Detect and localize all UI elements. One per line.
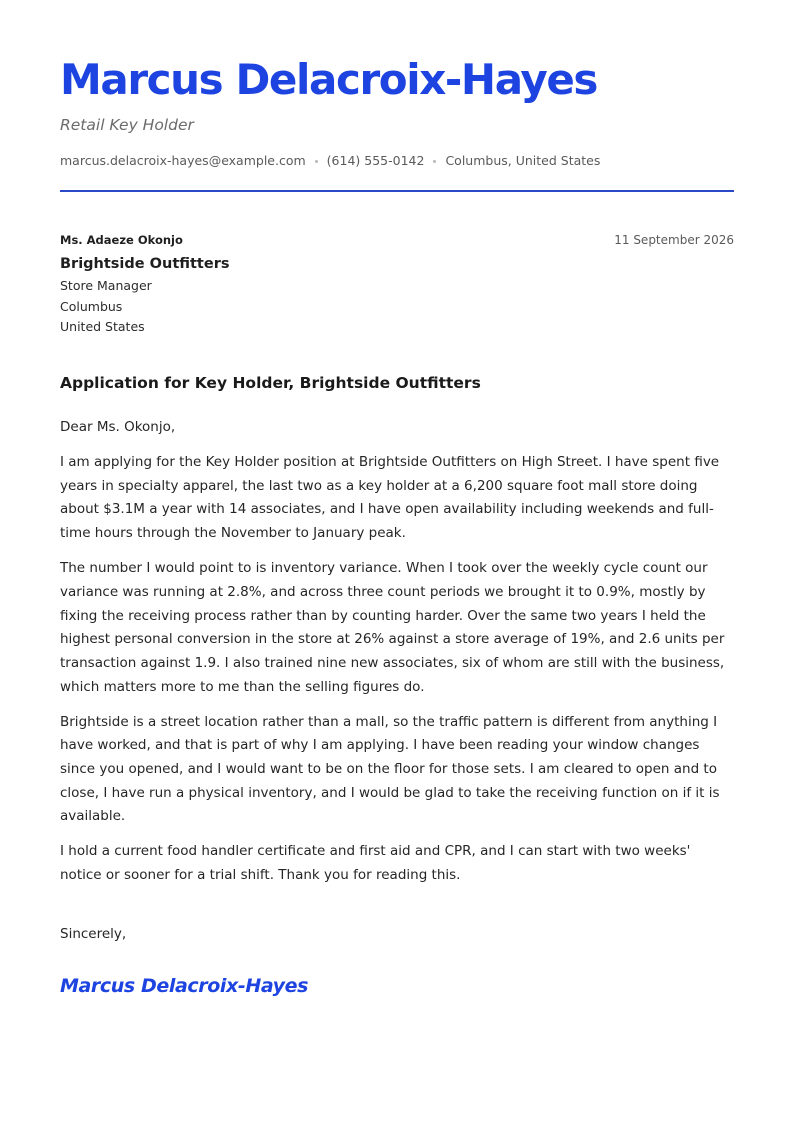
closing: Sincerely, [60, 926, 127, 942]
body-paragraph: I hold a current food handler certificate and first aid and CPR, and I can start with two weeks' notice or sooner for a trial shift. Thank you for reading this. [60, 843, 691, 884]
letter-date: 11 September 2026 [614, 233, 734, 247]
separator-dot-icon [433, 160, 436, 163]
separator-dot-icon [315, 160, 318, 163]
recipient-name: Ms. Adaeze Okonjo [60, 233, 183, 247]
signature: Marcus Delacroix-Hayes [60, 975, 309, 997]
body-paragraph: I am applying for the Key Holder position at Brightside Outfitters on High Street. I have spent five years in specialty apparel, the last two as a key holder at a 6,200 square foot mall store doing about $3.1M a year with 14 associates, and I have open availability including weekends and full-time hours through the November to January peak. [60, 454, 720, 542]
contact-location: Columbus, United States [445, 153, 601, 168]
header-divider [60, 190, 734, 192]
recipient-title: Store Manager [60, 278, 152, 293]
contact-email[interactable]: marcus.delacroix-hayes@example.com [60, 153, 306, 168]
body-paragraph: Brightside is a street location rather than a mall, so the traffic pattern is different from anything I have worked, and that is part of why I am applying. I have been reading your window changes since you opened, and I would want to be on the floor for those sets. I am cleared to open and to close, I have run a physical inventory, and I would be glad to take the receiving function on if it is available. [60, 713, 720, 825]
applicant-role: Retail Key Holder [60, 116, 194, 134]
letter-body [60, 416, 736, 899]
recipient-company: Brightside Outfitters [60, 256, 230, 272]
applicant-name: Marcus Delacroix-Hayes [60, 55, 597, 104]
contact-phone[interactable]: (614) 555-0142 [326, 153, 425, 168]
letter-subject: Application for Key Holder, Brightside Outfitters [60, 374, 481, 392]
recipient-country: United States [60, 319, 145, 334]
recipient-city: Columbus [60, 298, 123, 314]
salutation: Dear Ms. Okonjo, [60, 419, 176, 435]
recipient-block [60, 231, 734, 338]
body-paragraph: The number I would point to is inventory variance. When I took over the weekly cycle count our variance was running at 2.8%, and across three count periods we brought it to 0.9%, mostly by fixing the receiving process rather than by counting harder. Over the same two years I held the highest personal conversion in the store at 26% against a store average of 19%, and 2.6 units per transaction against 1.9. I also trained nine new associates, six of whom are still with the business, which matters more to me than the selling figures do. [60, 560, 725, 695]
contact-line [60, 151, 600, 171]
